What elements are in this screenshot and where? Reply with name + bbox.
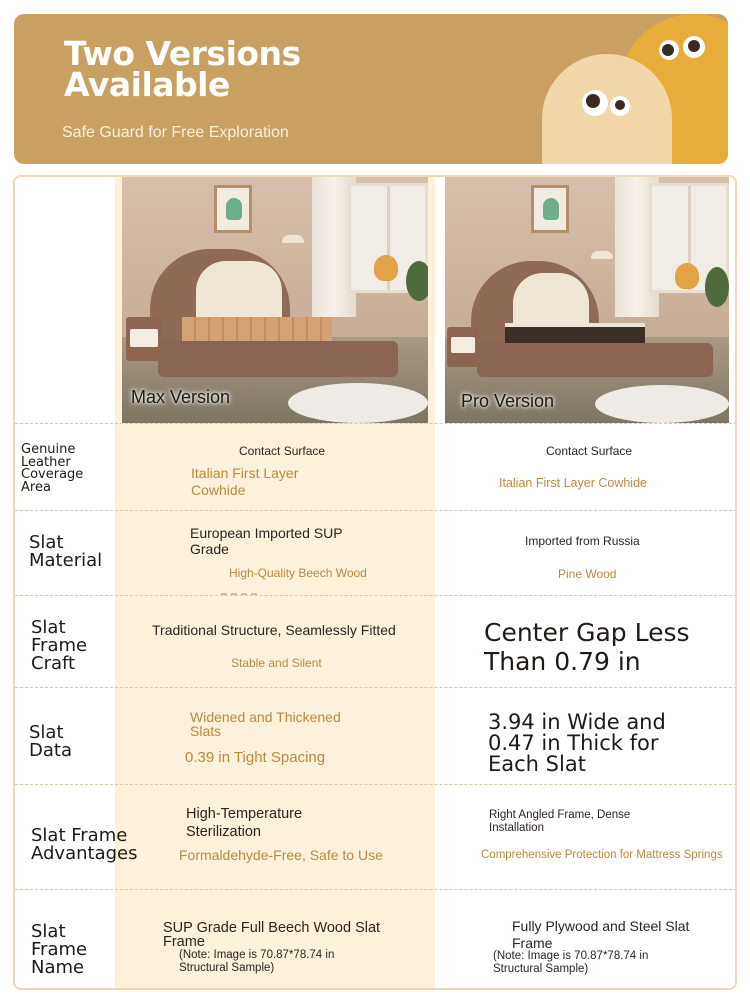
max-name-note: (Note: Image is 70.87*78.74 in Structural Sample) — [179, 949, 335, 974]
pro-version-label: Pro Version — [461, 391, 555, 411]
max-advantages-detail: Formaldehyde-Free, Safe to Use — [179, 847, 383, 863]
max-name-title: SUP Grade Full Beech Wood Slat Frame — [163, 920, 381, 950]
banner-title: Two Versions Available — [64, 34, 301, 104]
row-divider — [15, 687, 737, 688]
row-divider — [15, 423, 737, 424]
row-divider — [15, 889, 737, 890]
pro-name-title: Fully Plywood and Steel Slat Frame — [512, 918, 690, 951]
pro-craft-title: Center Gap Less Than 0.79 in — [484, 618, 690, 676]
max-craft-detail: Stable and Silent — [231, 656, 322, 670]
max-data-detail: 0.39 in Tight Spacing — [185, 749, 326, 766]
max-leather-detail: Italian First Layer Cowhide — [191, 465, 299, 498]
max-version-label: Max Version — [131, 387, 231, 407]
pro-name-note: (Note: Image is 70.87*78.74 in Structural Sample) — [493, 950, 649, 975]
pro-material-title: Imported from Russia — [525, 534, 640, 548]
max-advantages-title: High-Temperature Sterilization — [186, 806, 303, 840]
row-label-frame-advantages: Slat Frame Advantages — [31, 825, 138, 864]
label-column — [15, 177, 115, 988]
max-leather-title: Contact Surface — [239, 444, 326, 458]
row-label-slat-data: Slat Data — [29, 722, 72, 761]
header-banner — [14, 14, 728, 164]
pro-advantages-detail: Comprehensive Protection for Mattress Springs — [481, 849, 723, 861]
pro-material-detail: Pine Wood — [558, 567, 617, 581]
pro-leather-detail: Italian First Layer Cowhide — [499, 476, 647, 490]
max-material-detail: High-Quality Beech Wood — [229, 566, 367, 580]
row-divider — [15, 510, 737, 511]
max-version-photo — [122, 177, 428, 423]
max-data-title: Widened and Thickened Slats — [190, 709, 341, 739]
pro-data-title: 3.94 in Wide and 0.47 in Thick for Each Slat — [488, 710, 666, 776]
row-label-slat-material: Slat Material — [29, 532, 103, 571]
pro-leather-title: Contact Surface — [546, 444, 633, 458]
pro-advantages-title: Right Angled Frame, Dense Installation — [489, 809, 631, 834]
max-craft-title: Traditional Structure, Seamlessly Fitted — [152, 622, 396, 638]
pro-version-photo — [445, 177, 729, 423]
max-material-title: European Imported SUP Grade — [190, 525, 343, 557]
comparison-table — [13, 175, 737, 990]
row-label-leather: Genuine Leather Coverage Area — [21, 442, 84, 495]
row-label-frame-name: Slat Frame Name — [31, 921, 88, 978]
row-divider — [15, 784, 737, 785]
row-divider — [15, 595, 737, 596]
row-label-frame-craft: Slat Frame Craft — [31, 617, 88, 674]
banner-subtitle: Safe Guard for Free Exploration — [62, 124, 289, 141]
